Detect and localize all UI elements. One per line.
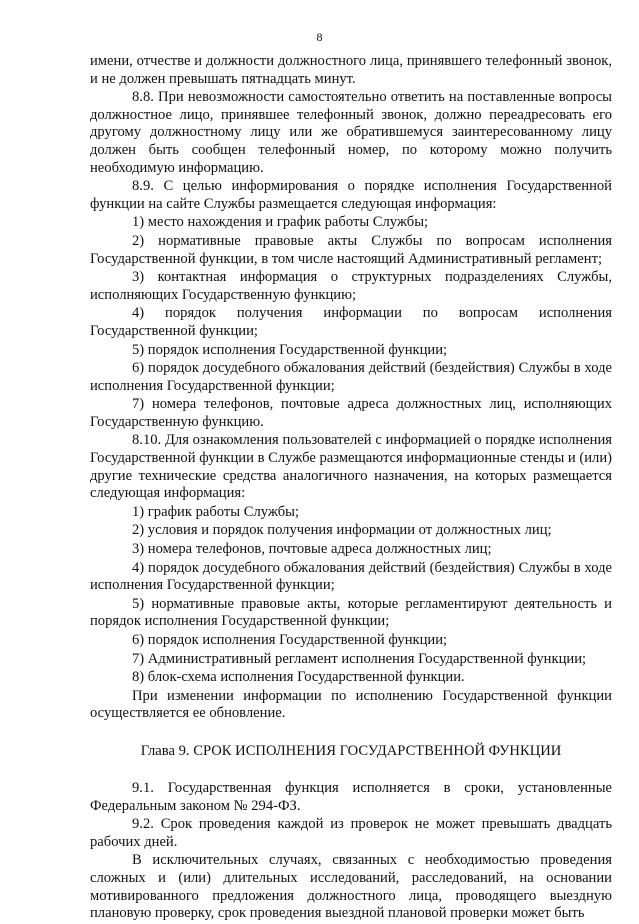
- list-item: 1) график работы Службы;: [132, 503, 300, 520]
- chapter-heading: Глава 9. СРОК ИСПОЛНЕНИЯ ГОСУДАРСТВЕННОЙ ФУНКЦИИ: [140, 742, 562, 759]
- paragraph: 8.8. При невозможности самостоятельно ответить на поставленные вопросы должностное лицо, принявшее телефонный звонок, должно переадресовать его другому должностному лицу или же обратившемуся заинтересованному лицу должен быть сообщен телефонный номер, по которому можно получить необходимую информацию.: [90, 89, 612, 176]
- paragraph: При изменении информации по исполнению Государственной функции осуществляется ее обновление.: [90, 687, 612, 722]
- list-item: 4) порядок досудебного обжалования действий (бездействия) Службы в ходе исполнения Государственной функции;: [90, 559, 612, 594]
- list-item: 5) нормативные правовые акты, которые регламентируют деятельность и порядок исполнения Государственной функции;: [90, 595, 612, 630]
- page-number: 8: [316, 30, 323, 44]
- list-item: 5) порядок исполнения Государственной функции;: [132, 341, 448, 358]
- paragraph: 9.1. Государственная функция исполняется в сроки, установленные Федеральным законом № 294-ФЗ.: [90, 779, 612, 814]
- list-item: 3) контактная информация о структурных подразделениях Службы, исполняющих Государственную функцию;: [90, 269, 612, 303]
- paragraph: В исключительных случаях, связанных с необходимостью проведения сложных и (или) длительных исследований, расследований, на основании мотивированного предложения должностного лица, проводящего выездную плановую проверку, срок проведения выездной плановой проверки может быть: [90, 852, 612, 922]
- list-item: 2) условия и порядок получения информации от должностных лиц;: [132, 522, 552, 539]
- list-item: 1) место нахождения и график работы Службы;: [132, 214, 429, 231]
- list-item: 4) порядок получения информации по вопросам исполнения Государственной функции;: [90, 305, 612, 339]
- paragraph: 8.10. Для ознакомления пользователей с информацией о порядке исполнения Государственной функции в Службе размещаются информационные стенды и (или) другие технические средства аналогичного назначения, на которых размещается следующая информация:: [90, 432, 612, 502]
- list-item: 7) номера телефонов, почтовые адреса должностных лиц, исполняющих Государственную функцию.: [90, 396, 612, 430]
- list-item: 2) нормативные правовые акты Службы по вопросам исполнения Государственной функции, в том числе настоящий Административный регламент;: [90, 232, 612, 267]
- document-body: [90, 53, 612, 924]
- list-item: 7) Административный регламент исполнения Государственной функции;: [132, 650, 587, 667]
- list-item: 6) порядок досудебного обжалования действий (бездействия) Службы в ходе исполнения Государственной функции;: [90, 360, 612, 394]
- list-item: 6) порядок исполнения Государственной функции;: [132, 632, 448, 648]
- paragraph: 9.2. Срок проведения каждой из проверок не может превышать двадцать рабочих дней.: [90, 816, 612, 850]
- list-item: 3) номера телефонов, почтовые адреса должностных лиц;: [132, 541, 492, 558]
- list-item: 8) блок-схема исполнения Государственной функции.: [132, 669, 465, 686]
- paragraph: имени, отчестве и должности должностного лица, принявшего телефонный звонок, и не должен превышать пятнадцать минут.: [90, 53, 612, 87]
- paragraph: 8.9. С целью информирования о порядке исполнения Государственной функции на сайте Службы размещается следующая информация:: [90, 178, 612, 212]
